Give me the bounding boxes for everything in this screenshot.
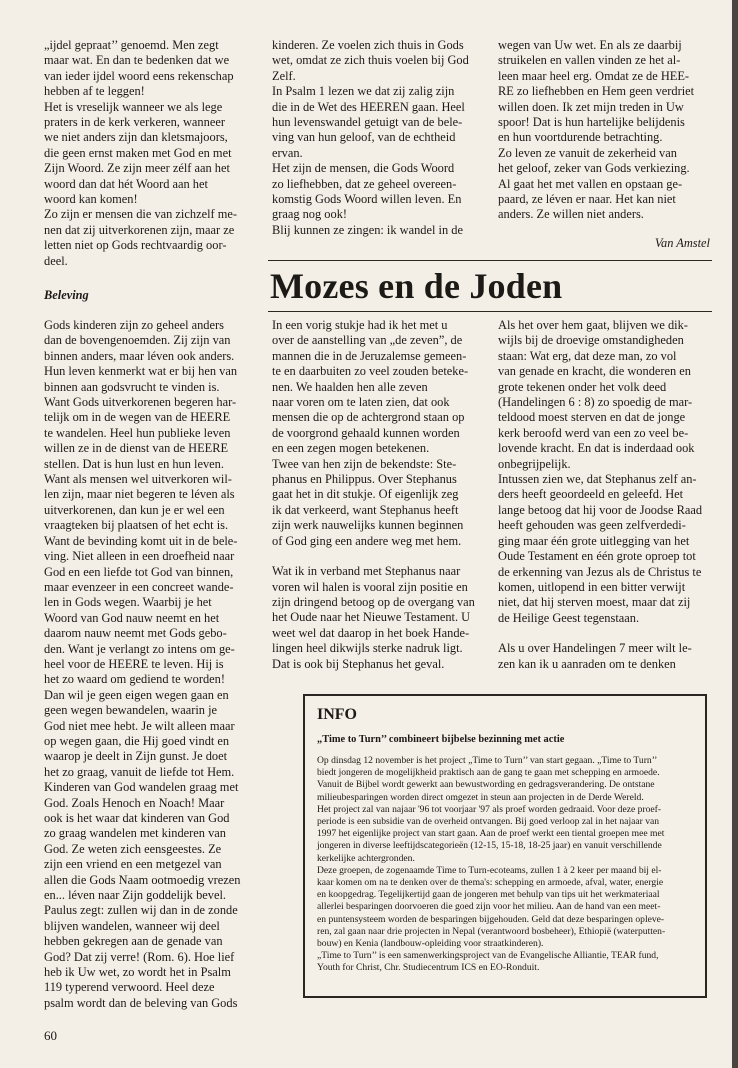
text-line: hebben af te leggen! bbox=[44, 84, 145, 99]
text-line: Zo leven ze vanuit de zekerheid van bbox=[498, 145, 677, 160]
text-line: leen maar heel erg. Omdat ze de HEE- bbox=[498, 68, 690, 83]
column-5 bbox=[498, 318, 712, 672]
text-line: heel voor de HEERE te leven. Hij is bbox=[44, 656, 224, 671]
text-line: zo liefhebben, dat ze geheel overeen- bbox=[272, 176, 457, 191]
text-line: gaat het in dit stukje. Of eigenlijk zeg bbox=[272, 487, 459, 502]
text-line: mensen die op de achtergrond staan op bbox=[272, 410, 465, 425]
text-line: weet wel dat daarop in het boek Hande- bbox=[272, 625, 470, 640]
text-line: praters in de kerk verkeren, wanneer bbox=[44, 115, 225, 130]
text-line: len zijn, maar niet begeren te léven als bbox=[44, 487, 235, 502]
text-line: zijn werk nauwelijks kunnen beginnen bbox=[272, 518, 464, 533]
text-line: en een zegen mogen betekenen. bbox=[272, 441, 430, 456]
text-line: letten niet op Gods rechtvaardig oor- bbox=[44, 238, 227, 253]
text-line: ving. Niet alleen in een droefheid naar bbox=[44, 549, 235, 564]
text-line: grote tekenen onder het volk deed bbox=[498, 379, 667, 394]
text-line: deel. bbox=[44, 253, 68, 268]
text-line: te en daarbuiten zo veel zouden beteke- bbox=[272, 364, 469, 379]
column-5-paragraph-2 bbox=[498, 641, 712, 672]
text-line: nen dat zij uitverkorenen zijn, maar ze bbox=[44, 222, 235, 237]
title-top-rule bbox=[268, 260, 712, 261]
text-line: lange betoog dat hij voor de Joodse Raad bbox=[498, 502, 703, 517]
text-line: heeft gehouden was geen zelfverdedi- bbox=[498, 518, 686, 533]
text-line: kerk beroofd werd van een zo veel be- bbox=[498, 425, 689, 440]
text-line: telijk om in de wegen van de HEERE bbox=[44, 410, 231, 425]
text-line: wijls bij de droevige omstandigheden bbox=[498, 333, 684, 348]
text-line: bouw) en Kenia (landbouw-opleiding voor straatkinderen). bbox=[317, 938, 544, 950]
text-line: Als het over hem gaat, blijven we dik- bbox=[498, 318, 688, 332]
text-line: het geloof, zeker van Gods verkiezing. bbox=[498, 161, 690, 176]
text-line: Intussen zien we, dat Stephanus zelf an- bbox=[498, 472, 697, 487]
text-line: nen. We haalden hen alle zeven bbox=[272, 379, 428, 394]
text-line: periode is een subsidie van de overheid ontvangen. Bij goed verloop zal in het najaar van bbox=[317, 816, 660, 828]
text-line: Want als mensen wel uitverkoren wil- bbox=[44, 472, 232, 487]
text-line: woord dan dat hét Woord aan het bbox=[44, 176, 208, 191]
info-body bbox=[317, 755, 693, 975]
text-line: jongeren in diverse leeftijdscategorieën (12-15, 15-18, 18-25 jaar) en vanuit verschillende bbox=[317, 840, 662, 852]
text-line: lingen heel dikwijls sterke nadruk ligt. bbox=[272, 641, 463, 656]
text-line: zijn dringend betoog op de overgang van bbox=[272, 594, 475, 609]
text-line: Gods kinderen zijn zo geheel anders bbox=[44, 318, 224, 332]
text-line: RE zo liefhebben en Hem geen verdriet bbox=[498, 84, 695, 99]
text-line: maar wat. En dan te bedenken dat we bbox=[44, 53, 230, 68]
text-line: God? Dat zij verre! (Rom. 6). Hoe lief bbox=[44, 949, 235, 964]
text-line: Zelf. bbox=[272, 68, 296, 83]
text-line: struikelen en vallen vinden ze het al- bbox=[498, 53, 681, 68]
text-line: ren, zal gaan naar drie projecten in Nepal (verantwoord bosbeheer), Ethiopië (waterputten- bbox=[317, 925, 666, 937]
text-line: komstig Gods Woord willen leven. En bbox=[272, 192, 462, 207]
text-line: mannen die in de Jeruzalemse gemeen- bbox=[272, 348, 467, 363]
text-line: te wandelen. Heel hun publieke leven bbox=[44, 425, 231, 440]
text-line: het zo graag, vanuit de liefde tot Hem. bbox=[44, 764, 235, 779]
text-line: len in Gods wegen. Waarbij je het bbox=[44, 595, 212, 610]
text-line: allen die Gods Naam ootmoedig vrezen bbox=[44, 872, 241, 887]
text-line: lovende kracht. En dat is inderdaad ook bbox=[498, 441, 695, 456]
text-line: binnen anders, maar léven ook anders. bbox=[44, 348, 235, 363]
text-line: die in de Wet des HEEREN gaan. Heel bbox=[272, 99, 465, 114]
text-line: en hun voortdurende betrachting. bbox=[498, 130, 663, 145]
text-line: daarom nauw neemt met Gods gebo- bbox=[44, 626, 227, 641]
text-line: zo graag wandelen met kinderen van bbox=[44, 826, 226, 841]
text-line: milieubesparingen worden direct omgezet in steun aan projecten in de Derde Wereld. bbox=[317, 791, 644, 803]
text-line: biedt jongeren de mogelijkheid praktisch aan de gang te gaan met schepping en armoede. bbox=[317, 767, 660, 779]
text-line: wet, omdat ze zich thuis voelen bij God bbox=[272, 53, 469, 68]
text-line: Zo zijn er mensen die van zichzelf me- bbox=[44, 207, 237, 222]
text-line: Youth for Christ, Chr. Studiecentrum ICS en EO-Ronduit. bbox=[317, 962, 540, 974]
text-line: ving van hun geloof, van de echtheid bbox=[272, 130, 456, 145]
text-line: staan: Wat erg, dat deze man, zo vol bbox=[498, 348, 677, 363]
author-signature: Van Amstel bbox=[654, 236, 710, 250]
text-line: woord kan komen! bbox=[44, 192, 138, 207]
text-line: allerlei besparingen doorvoeren die goed zijn voor het milieu. Aan de hand van een meet- bbox=[317, 901, 661, 913]
text-line: spoor! Dat is hun hartelijke belijdenis bbox=[498, 115, 685, 130]
text-line: hun levenswandel getuigt van de bele- bbox=[272, 115, 463, 130]
text-line: onbegrijpelijk. bbox=[498, 456, 571, 471]
text-line: graag nog ook! bbox=[272, 207, 348, 222]
text-line: God. Zoals Henoch en Noach! Maar bbox=[44, 795, 225, 810]
text-line: God niet mee hebt. Je wilt alleen maar bbox=[44, 718, 235, 733]
text-line: die geen ernst maken met God en met bbox=[44, 145, 232, 160]
text-line: we niet anders zijn dan kletsmajoors, bbox=[44, 130, 228, 145]
text-line: kinderen. Ze voelen zich thuis in Gods bbox=[272, 38, 464, 52]
text-line: zen kan ik u aanraden om te denken bbox=[498, 656, 676, 671]
text-line: (Handelingen 6 : 8) zo spoedig de mar- bbox=[498, 395, 693, 410]
text-line: het zo waard om gediend te worden! bbox=[44, 672, 225, 687]
text-line: kerkelijke achtergronden. bbox=[317, 852, 415, 864]
text-line: de voorgrond gehaald kunnen worden bbox=[272, 425, 460, 440]
title-bottom-rule bbox=[268, 311, 712, 312]
text-line: uitverkorenen, dan kun je er wel een bbox=[44, 502, 225, 517]
page-edge-shadow bbox=[732, 0, 738, 1068]
text-line: en puntensysteem worden de besparingen bijgehouden. Geld dat deze besparingen opleve- bbox=[317, 913, 665, 925]
text-line: waarop je deelt in Zijn gunst. Je doet bbox=[44, 749, 228, 764]
text-line: Het zijn de mensen, die Gods Woord bbox=[272, 161, 455, 176]
text-line: en koopgedrag. Tegelijkertijd gaan de jongeren met behulp van tips uit het werkmateriaal bbox=[317, 889, 660, 901]
column-4 bbox=[272, 318, 487, 672]
text-line: Dan wil je geen eigen wegen gaan en bbox=[44, 687, 229, 702]
column-3-top bbox=[498, 38, 712, 223]
text-line: kaar komen om na te denken over de thema's: schepping en armoede, afval, water, energie bbox=[317, 877, 664, 889]
text-line: phanus en Philippus. Over Stephanus bbox=[272, 472, 457, 487]
text-line: 1997 het eigenlijke project van start gaan. Aan de proef werkt een tiental groepen mee met bbox=[317, 828, 665, 840]
text-line: Twee van hen zijn de bekendste: Ste- bbox=[272, 456, 457, 471]
text-line: psalm wordt dan de beleving van Gods bbox=[44, 995, 238, 1010]
text-line: Woord van God nauw neemt en het bbox=[44, 610, 220, 625]
text-line: blijven wandelen, wanneer wij deel bbox=[44, 918, 220, 933]
page-number: 60 bbox=[44, 1028, 57, 1043]
column-4-paragraph-2 bbox=[272, 564, 487, 672]
column-1-body bbox=[44, 318, 259, 1011]
text-line: God. Ze weten zich eensgeestes. Ze bbox=[44, 841, 222, 856]
text-line: 119 typerend verwoord. Heel deze bbox=[44, 980, 215, 995]
text-line: teldood moest sterven en dat de jonge bbox=[498, 410, 686, 425]
text-line: de Heilige Geest tegenstaan. bbox=[498, 610, 640, 625]
text-line: Dat is ook bij Stephanus het geval. bbox=[272, 656, 445, 671]
text-line: komen, uitlopend in een bitter verwijt bbox=[498, 579, 686, 594]
text-line: van ieder ijdel woord eens rekenschap bbox=[44, 68, 234, 83]
text-line: over de aanstelling van „de zeven”, de bbox=[272, 333, 463, 348]
text-line: geen wegen bewandelen, waarin je bbox=[44, 703, 218, 718]
text-line: den. Want je verlangt zo intens om ge- bbox=[44, 641, 235, 656]
text-line: van genade en kracht, die wonderen en bbox=[498, 364, 691, 379]
text-line: In Psalm 1 lezen we dat zij zalig zijn bbox=[272, 84, 455, 99]
text-line: ervan. bbox=[272, 145, 303, 160]
text-line: anders. Ze willen niet anders. bbox=[498, 207, 644, 222]
text-line: hebben gekregen aan de genade van bbox=[44, 934, 223, 949]
text-line: Wat ik in verband met Stephanus naar bbox=[272, 564, 461, 579]
text-line: voren wil halen is vooral zijn positie en bbox=[272, 579, 468, 594]
info-subtitle: „Time to Turn’’ combineert bijbelse bezinning met actie bbox=[317, 734, 565, 745]
text-line: niet, dat hij sterven moest, maar dat zij bbox=[498, 595, 691, 610]
article-title: Mozes en de Joden bbox=[270, 266, 563, 306]
text-line: dan de bovengenoemden. Zij zijn van bbox=[44, 333, 231, 348]
text-line: „ijdel gepraat’’ genoemd. Men zegt bbox=[44, 38, 219, 52]
column-5-paragraph-1 bbox=[498, 318, 712, 626]
text-line: en... léven naar Zijn goddelijk bevel. bbox=[44, 888, 227, 903]
text-line: Zijn Woord. Ze zijn meer zélf aan het bbox=[44, 161, 230, 176]
text-line: stellen. Dat is hun lust en hun leven. bbox=[44, 456, 224, 471]
text-line: willen ze in de dienst van de HEERE bbox=[44, 441, 229, 456]
subheading-beleving: Beleving bbox=[44, 288, 89, 302]
text-line: Want Gods uitverkorenen begeren har- bbox=[44, 395, 237, 410]
text-line: Op dinsdag 12 november is het project „Time to Turn’’ van start gegaan. „Time to Turn’’ bbox=[317, 755, 658, 766]
text-line: wegen van Uw wet. En als ze daarbij bbox=[498, 38, 682, 52]
text-line: Deze groepen, de zogenaamde Time to Turn-ecoteams, zullen 1 à 2 keer per maand bij el- bbox=[317, 864, 662, 876]
text-line: ders heeft geoordeeld en geleefd. Het bbox=[498, 487, 684, 502]
text-line: de erkenning van Jezus als de Christus te bbox=[498, 564, 702, 579]
text-line: In een vorig stukje had ik het met u bbox=[272, 318, 448, 332]
text-line: Kinderen van God wandelen graag met bbox=[44, 780, 239, 795]
text-line: „Time to Turn’’ is een samenwerkingsproject van de Evangelische Alliantie, TEAR fund, bbox=[317, 950, 659, 962]
column-4-paragraph-1 bbox=[272, 318, 487, 549]
text-line: naar voren om te laten zien, dat ook bbox=[272, 395, 450, 410]
text-line: Als u over Handelingen 7 meer wilt le- bbox=[498, 641, 692, 656]
text-line: Blij kunnen ze zingen: ik wandel in de bbox=[272, 222, 463, 237]
text-line: Want de bevinding komt uit in de bele- bbox=[44, 533, 238, 548]
text-line: Al gaat het met vallen en opstaan ge- bbox=[498, 176, 683, 191]
text-line: Paulus zegt: zullen wij dan in de zonde bbox=[44, 903, 238, 918]
text-line: het Oude naar het Nieuwe Testament. U bbox=[272, 610, 471, 625]
column-2-top bbox=[272, 38, 487, 238]
text-line: binnen aan godsvrucht te vinden is. bbox=[44, 379, 220, 394]
text-line: vraagteken bij plaatsen of het echt is. bbox=[44, 518, 229, 533]
column-1-top bbox=[44, 38, 259, 269]
text-line: ging maar één grote uitlegging van het bbox=[498, 533, 690, 548]
text-line: willen doen. Ik zet mijn treden in Uw bbox=[498, 99, 684, 114]
text-line: paard, ze léven er naar. Het kan niet bbox=[498, 192, 676, 207]
text-line: zijn een vriend en een metgezel van bbox=[44, 857, 222, 872]
text-line: Vanuit de Bijbel wordt gewerkt aan bewustwording en gedragsverandering. De ontstane bbox=[317, 779, 655, 791]
text-line: Het is vreselijk wanneer we als lege bbox=[44, 99, 223, 114]
text-line: op wegen gaan, die Hij goed vindt en bbox=[44, 733, 230, 748]
text-line: Hun leven kenmerkt wat er bij hen van bbox=[44, 364, 238, 379]
text-line: of God ging een andere weg met hem. bbox=[272, 533, 462, 548]
text-line: ik dat verkeerd, want Stephanus heeft bbox=[272, 502, 459, 517]
text-line: ook is het waar dat kinderen van God bbox=[44, 811, 230, 825]
text-line: Het project zal van najaar '96 tot voorjaar '97 als proef worden gedraaid. Voor deze proef- bbox=[317, 803, 662, 815]
text-line: Oude Testament en één grote oproep tot bbox=[498, 549, 696, 564]
text-line: God en een liefde tot God van binnen, bbox=[44, 564, 234, 579]
text-line: heb ik Uw wet, zo wordt het in Psalm bbox=[44, 965, 231, 980]
info-title: INFO bbox=[317, 706, 357, 723]
text-line: maar evenzeer in een concreet wande- bbox=[44, 579, 234, 594]
info-box bbox=[303, 694, 707, 998]
